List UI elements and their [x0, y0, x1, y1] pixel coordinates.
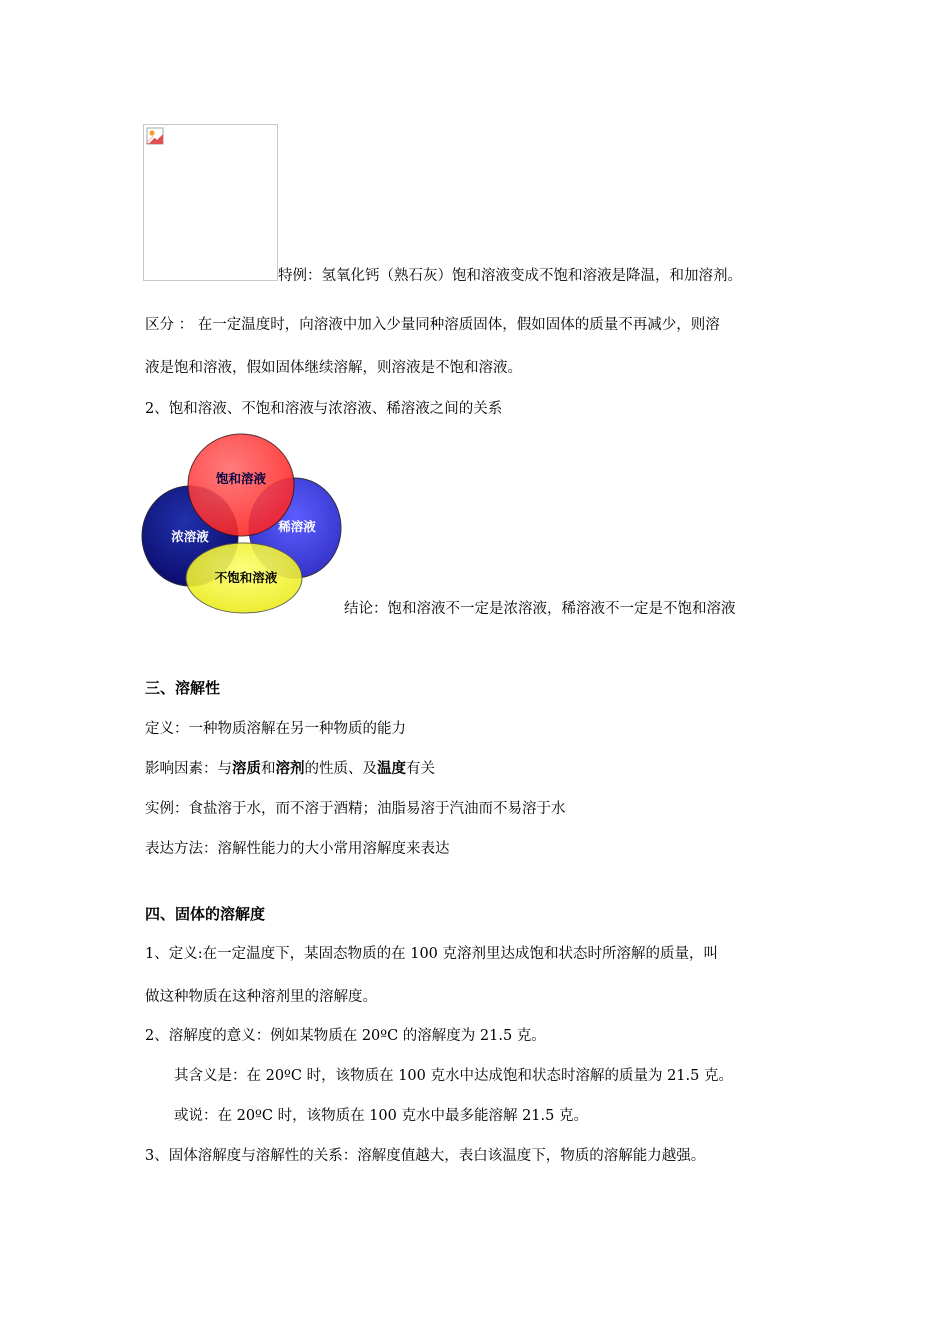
section3-title: 三、溶解性 — [145, 680, 221, 697]
image-placeholder — [143, 124, 278, 281]
dilute-label: 稀溶液 — [278, 519, 316, 534]
unsaturated-label: 不饱和溶液 — [214, 570, 278, 585]
saturated-label: 饱和溶液 — [215, 471, 267, 486]
factors-prefix: 影响因素：与 — [145, 761, 232, 777]
factors-suffix: 有关 — [406, 761, 435, 777]
factors-solute: 溶质 — [232, 760, 261, 777]
special-case-text: 特例：氢氧化钙（熟石灰）饱和溶液变成不饱和溶液是降温，和加溶剂。 — [278, 268, 742, 284]
section4-meaning-a: 其含义是：在 20ºC 时，该物质在 100 克水中达成饱和状态时溶解的质量为 21.5 克。 — [174, 1068, 733, 1084]
distinguish-line-1: 区分 ： 在一定温度时，向溶液中加入少量同种溶质固体，假如固体的质量不再减少，则溶 — [145, 317, 720, 333]
distinguish-line-2: 液是饱和溶液，假如固体继续溶解，则溶液是不饱和溶液。 — [145, 360, 522, 376]
section4-meaning-b: 或说：在 20ºC 时，该物质在 100 克水中最多能溶解 21.5 克。 — [174, 1108, 588, 1124]
relation-heading: 2、饱和溶液、不饱和溶液与浓溶液、稀溶液之间的关系 — [145, 401, 503, 417]
section4-relation: 3、固体溶解度与溶解性的关系：溶解度值越大，表白该温度下，物质的溶解能力越强。 — [145, 1148, 706, 1164]
section4-meaning: 2、溶解度的意义：例如某物质在 20ºC 的溶解度为 21.5 克。 — [145, 1028, 546, 1044]
section3-factors — [145, 757, 435, 778]
section4-title: 四、固体的溶解度 — [145, 906, 266, 923]
section3-definition: 定义：一种物质溶解在另一种物质的能力 — [145, 721, 406, 737]
factors-temp: 温度 — [377, 760, 406, 777]
concentrated-label: 浓溶液 — [171, 529, 209, 544]
section3-example: 实例：食盐溶于水，而不溶于酒精；油脂易溶于汽油而不易溶于水 — [145, 801, 566, 817]
factors-solvent: 溶剂 — [275, 760, 305, 777]
broken-image-icon — [146, 127, 164, 145]
factors-mid: 的性质、及 — [304, 761, 377, 777]
factors-and: 和 — [261, 761, 276, 777]
section4-def-line-2: 做这种物质在这种溶剂里的溶解度。 — [145, 989, 377, 1005]
conclusion-text: 结论：饱和溶液不一定是浓溶液，稀溶液不一定是不饱和溶液 — [344, 601, 736, 617]
section3-expression: 表达方法：溶解性能力的大小常用溶解度来表达 — [145, 841, 450, 857]
venn-diagram — [140, 430, 350, 615]
section4-def-line-1: 1、定义:在一定温度下，某固态物质的在 100 克溶剂里达成饱和状态时所溶解的质量，叫 — [145, 946, 719, 962]
